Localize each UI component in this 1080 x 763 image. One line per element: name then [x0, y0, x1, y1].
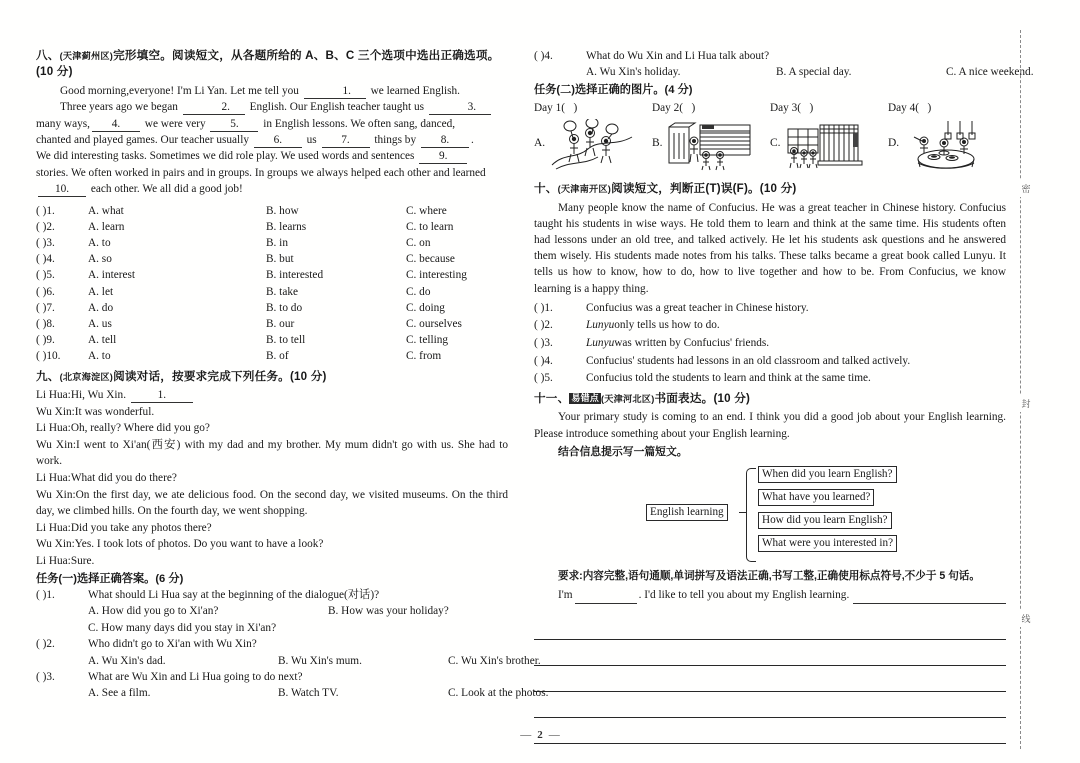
section-9-title: 阅读对话，按要求完成下列任务。(10 分): [113, 369, 327, 383]
day-1-answer[interactable]: Day 1( ): [534, 102, 578, 115]
cloze-blank-1[interactable]: 1.: [304, 85, 366, 99]
passage-text: each other. We all did a good job!: [90, 183, 243, 196]
writing-answer-lines: [534, 614, 1006, 744]
dialogue-speaker: Wu Xin:: [36, 488, 76, 501]
option-c[interactable]: C. A nice weekend.: [946, 66, 1034, 79]
picture-letter-c: C.: [770, 137, 781, 150]
option-b[interactable]: B. to tell: [266, 334, 306, 347]
section-11-heading: [534, 391, 1006, 407]
passage-text: things by: [374, 134, 417, 147]
mindmap-branch-list: [758, 466, 897, 558]
picture-option-a[interactable]: [534, 119, 652, 171]
option-c[interactable]: C. ourselves: [406, 318, 462, 331]
passage-text: in English lessons. We often sang, danced,: [263, 117, 456, 130]
option-a[interactable]: A. learn: [88, 220, 125, 233]
picture-option-b[interactable]: [652, 119, 770, 171]
picture-option-d[interactable]: [888, 119, 1006, 171]
option-a[interactable]: A. what: [88, 204, 124, 217]
option-c[interactable]: C. Wu Xin's brother.: [448, 654, 541, 667]
option-row: [36, 348, 508, 364]
section-8-passage-line-5: [36, 148, 508, 164]
children-shopping-street-icon: [666, 119, 754, 171]
dialogue-text: It was wonderful.: [74, 405, 155, 418]
passage-text: many ways,: [36, 117, 90, 130]
option-a[interactable]: A. interest: [88, 269, 136, 282]
statement-italic-term: Lunyu: [586, 337, 615, 350]
option-row: [36, 284, 508, 300]
section-8-passage-line-1: [36, 83, 508, 99]
dialogue-speaker: Li Hua:: [36, 555, 71, 568]
dialogue-line: [36, 520, 508, 537]
option-row: [36, 235, 508, 251]
statement-row: [534, 335, 1006, 353]
difficulty-badge: 易错点: [571, 392, 599, 403]
writing-line[interactable]: [534, 666, 1006, 692]
option-b[interactable]: B. Wu Xin's mum.: [278, 654, 362, 667]
cloze-blank-8[interactable]: 8.: [421, 134, 469, 148]
option-c[interactable]: C. do: [406, 285, 431, 298]
section-9-heading: [36, 369, 508, 385]
statement-row: [534, 300, 1006, 318]
dialogue-text: Did you take any photos there?: [70, 521, 212, 534]
statement-italic-term: Lunyu: [586, 319, 615, 332]
option-c[interactable]: C. How many days did you stay in Xi'an?: [88, 621, 277, 634]
dialogue-line: [36, 437, 508, 470]
option-a[interactable]: A. do: [88, 301, 114, 314]
cloze-blank-5[interactable]: 5.: [210, 118, 258, 132]
dialogue-speaker: Li Hua:: [36, 422, 71, 435]
cloze-blank-2[interactable]: 2.: [183, 101, 245, 115]
statement-row: [534, 317, 1006, 335]
option-a[interactable]: A. let: [88, 285, 114, 298]
cloze-blank-7[interactable]: 7.: [322, 134, 370, 148]
option-b[interactable]: B. learns: [266, 220, 307, 233]
option-b[interactable]: B. but: [266, 253, 294, 266]
option-b[interactable]: B. interested: [266, 269, 324, 282]
question-row: [36, 669, 508, 685]
right-column: [534, 48, 1034, 744]
option-a[interactable]: A. tell: [88, 334, 117, 347]
page-dash-right: —: [548, 729, 560, 741]
english-learning-mindmap: [646, 466, 1006, 562]
cloze-blank-9[interactable]: 9.: [419, 150, 467, 164]
section-8-heading: [36, 48, 508, 81]
option-b[interactable]: B. A special day.: [776, 66, 852, 79]
answer-bracket[interactable]: ( )10.: [36, 350, 61, 363]
answer-bracket[interactable]: ( )1.: [534, 301, 553, 314]
question-row: [534, 48, 1006, 64]
section-10-passage: Many people know the name of Confucius. He was a great teacher in Chinese history. Confucius taught his students in wise ways. He told them to learn and think at the same time. His students often had lessons under an old tree, and talked actively. He let his students ask questions and he answered them wisely. His students made notes from his talks. These talks became a great book called Lunyu. It tells us how to know, how to do, how to live together and how to be. From Confucius, we know learning is a happy thing.: [534, 201, 1006, 295]
page-number-value: 2: [537, 729, 543, 741]
mindmap-item-how: How did you learn English?: [758, 512, 892, 529]
section-10-statements: [534, 300, 1006, 388]
seal-line: [1020, 30, 1043, 749]
section-11-prompt: Your primary study is coming to an end. I think you did a good job about your English learning. Please introduce something about your English learning.: [534, 411, 1006, 440]
option-b[interactable]: B. How was your holiday?: [328, 605, 449, 618]
section-8-options: [36, 203, 508, 365]
option-c[interactable]: C. from: [406, 350, 442, 363]
day-2-answer[interactable]: Day 2( ): [652, 102, 696, 115]
picture-letter-a: A.: [534, 137, 546, 150]
page-number: [0, 729, 1080, 741]
statement-text: was written by Confucius' friends.: [614, 337, 770, 350]
option-a[interactable]: A. us: [88, 318, 112, 331]
option-c[interactable]: C. because: [406, 253, 455, 266]
statement-row: [534, 370, 1006, 388]
section-8-passage-line-7: [36, 181, 508, 197]
option-c[interactable]: C. where: [406, 204, 447, 217]
seal-char-2: 封: [1015, 395, 1037, 412]
option-b[interactable]: B. Watch TV.: [278, 687, 339, 700]
answer-bracket[interactable]: ( )8.: [36, 318, 55, 331]
option-b[interactable]: B. in: [266, 237, 288, 250]
children-climbing-hills-icon: [548, 119, 636, 171]
dialogue-speaker: Li Hua:: [36, 521, 71, 534]
option-row: [36, 267, 508, 283]
seal-char-1: 密: [1015, 180, 1037, 197]
mindmap-item-what-learned: What have you learned?: [758, 489, 874, 506]
writing-starter-line: [534, 587, 1006, 604]
statement-text: Confucius was a great teacher in Chinese history.: [586, 301, 809, 314]
option-c[interactable]: C. Look at the photos.: [448, 687, 549, 700]
section-8-title: 完形填空。阅读短文，从各题所给的 A、B、C 三个选项中选出正确选项。(10 分): [36, 49, 500, 79]
picture-letter-d: D.: [888, 137, 900, 150]
passage-text: English. Our English teacher taught us: [249, 101, 425, 114]
option-a[interactable]: A. See a film.: [88, 687, 151, 700]
writing-requirement: 要求:内容完整,语句通顺,单词拼写及语法正确,书写工整,正确使用标点符号,不少于 5 句话。: [558, 570, 980, 583]
section-8-passage-line-2: [36, 99, 508, 115]
starter-text-a: I'm: [558, 588, 573, 601]
answer-bracket[interactable]: ( )5.: [534, 372, 553, 385]
answer-bracket[interactable]: ( )3.: [36, 237, 55, 250]
question-text: Who didn't go to Xi'an with Wu Xin?: [88, 638, 257, 651]
passage-text: Three years ago we began: [60, 101, 178, 114]
task-2-heading: 任务(二)选择正确的图片。(4 分): [534, 83, 693, 96]
dialogue-text: On the first day, we ate delicious food. On the second day, we visited museums. On the third day, we climbed hills. On the fourth day, we went shopping.: [36, 488, 508, 518]
dialogue-line: [36, 420, 508, 437]
question-text: What do Wu Xin and Li Hua talk about?: [586, 50, 770, 62]
answer-bracket[interactable]: ( )3.: [36, 671, 55, 684]
answer-bracket[interactable]: ( )5.: [36, 269, 55, 282]
dialogue-text: Hi, Wu Xin.: [70, 389, 127, 402]
option-row: [36, 203, 508, 219]
children-eating-food-icon: [902, 119, 990, 171]
question-row: [36, 587, 508, 603]
section-8-passage-line-4: [36, 132, 508, 148]
task-1-heading: 任务(一)选择正确答案。(6 分): [36, 572, 184, 585]
section-10-number: 十、: [534, 182, 558, 196]
writing-line[interactable]: [534, 692, 1006, 718]
option-b[interactable]: B. of: [266, 350, 289, 363]
option-a[interactable]: A. to: [88, 350, 111, 363]
mindmap-root-node: English learning: [646, 504, 728, 521]
passage-text: We did interesting tasks. Sometimes we did role play. We used words and sentences: [36, 150, 415, 163]
option-a[interactable]: A. How did you go to Xi'an?: [88, 605, 219, 618]
dialogue-text: What did you do there?: [70, 472, 177, 485]
answer-bracket[interactable]: ( )2.: [36, 220, 55, 233]
option-b[interactable]: B. to do: [266, 301, 303, 314]
option-c[interactable]: C. telling: [406, 334, 449, 347]
answer-bracket[interactable]: ( )1.: [36, 204, 55, 217]
question-options-row: [36, 685, 549, 701]
dialogue-line: [36, 387, 508, 404]
question-row: [36, 636, 508, 652]
passage-text: we were very: [144, 117, 206, 130]
passage-text: .: [470, 134, 474, 147]
question-options-row: [36, 620, 508, 636]
mindmap-item-when: When did you learn English?: [758, 466, 897, 483]
cloze-blank-3[interactable]: 3.: [429, 101, 491, 115]
statement-text: Confucius' students had lessons in an old classroom and talked actively.: [586, 354, 911, 367]
dialogue-speaker: Wu Xin:: [36, 538, 75, 551]
passage-text: we learned English.: [370, 84, 460, 97]
dialogue-text: I went to Xi'an(西安) with my dad and my brother. My mum didn't go with us. She had to work.: [36, 438, 508, 468]
option-row: [36, 316, 508, 332]
dialogue-text: Yes. I took lots of photos. Do you want to have a look?: [74, 538, 324, 551]
page-dash-left: —: [520, 729, 532, 741]
section-8-number: 八、: [36, 49, 60, 62]
question-options-row: [534, 64, 1034, 80]
cloze-blank-10[interactable]: 10.: [38, 183, 86, 197]
statement-text: only tells us how to do.: [614, 319, 720, 332]
dialogue-speaker: Li Hua:: [36, 389, 71, 402]
question-options-row: [36, 603, 508, 619]
section-8-passage-line-6: [36, 165, 508, 181]
passage-text: us: [306, 134, 317, 147]
left-column: [36, 48, 549, 702]
option-row: [36, 251, 508, 267]
section-11-number: 十一、: [534, 391, 570, 405]
option-row: [36, 300, 508, 316]
option-b[interactable]: B. take: [266, 285, 298, 298]
question-text: What are Wu Xin and Li Hua going to do next?: [88, 671, 303, 684]
answer-bracket[interactable]: ( )9.: [36, 334, 55, 347]
question-options-row: [36, 653, 541, 669]
option-c[interactable]: C. to learn: [406, 220, 454, 233]
writing-line[interactable]: [853, 590, 1006, 604]
section-8-passage-line-3: [36, 116, 508, 132]
option-c[interactable]: C. doing: [406, 301, 445, 314]
section-11-region: (天津河北区): [601, 393, 655, 404]
option-b[interactable]: B. our: [266, 318, 295, 331]
answer-bracket[interactable]: ( )4.: [36, 253, 55, 266]
dialogue-line: [36, 404, 508, 421]
option-a[interactable]: A. Wu Xin's holiday.: [586, 66, 681, 79]
passage-text: stories. We often worked in pairs and in groups. In groups we always helped each other and learned: [36, 166, 486, 179]
answer-bracket[interactable]: ( )1.: [36, 589, 55, 602]
section-9-region: (北京海淀区): [59, 371, 114, 382]
starter-text-b: . I'd like to tell you about my English learning.: [638, 588, 850, 601]
dialogue-speaker: Li Hua:: [36, 472, 71, 485]
section-8-region: (天津蓟州区): [59, 51, 114, 61]
question-text: What should Li Hua say at the beginning of the dialogue(对话)?: [88, 589, 380, 602]
writing-line[interactable]: [534, 614, 1006, 640]
section-11-title: 书面表达。(10 分): [654, 391, 751, 405]
answer-bracket[interactable]: ( )6.: [36, 285, 55, 298]
option-b[interactable]: B. how: [266, 204, 299, 217]
passage-text: chanted and played games. Our teacher usually: [36, 134, 249, 147]
option-row: [36, 332, 508, 348]
picture-option-c[interactable]: [770, 119, 888, 171]
answer-bracket[interactable]: ( )2.: [534, 319, 553, 332]
option-a[interactable]: A. so: [88, 253, 112, 266]
dialogue-text: Oh, really? Where did you go?: [70, 422, 210, 435]
cloze-blank-4[interactable]: 4.: [92, 118, 140, 132]
section-10-heading: [534, 181, 1006, 197]
answer-bracket[interactable]: ( )2.: [36, 638, 55, 651]
option-a[interactable]: A. to: [88, 237, 111, 250]
day-3-answer[interactable]: Day 3( ): [770, 102, 814, 115]
dialogue-line: [36, 470, 508, 487]
day-answer-row: [534, 100, 1006, 116]
dialogue-line: [36, 487, 508, 520]
passage-text: Good morning,everyone! I'm Li Yan. Let me tell you: [60, 84, 299, 97]
option-c[interactable]: C. interesting: [406, 269, 467, 282]
statement-text: Confucius told the students to learn and think at the same time.: [586, 372, 871, 385]
answer-bracket[interactable]: ( )3.: [534, 337, 553, 350]
seal-char-3: 线: [1015, 610, 1037, 627]
mindmap-item-interested: What were you interested in?: [758, 535, 897, 552]
option-row: [36, 219, 508, 235]
dialogue-speaker: Wu Xin:: [36, 438, 76, 451]
dialogue-speaker: Wu Xin:: [36, 405, 75, 418]
section-9-number: 九、: [36, 369, 60, 383]
answer-bracket[interactable]: ( )7.: [36, 301, 55, 314]
answer-bracket[interactable]: ( )4.: [534, 354, 553, 367]
option-a[interactable]: A. Wu Xin's dad.: [88, 654, 166, 667]
section-10-region: (天津南开区): [557, 184, 612, 195]
picture-options-row: [534, 119, 1006, 173]
name-blank[interactable]: [575, 603, 637, 604]
writing-line[interactable]: [534, 640, 1006, 666]
cloze-blank-6[interactable]: 6.: [254, 134, 302, 148]
dialogue-line: [36, 536, 508, 553]
mindmap-brace: [746, 468, 756, 562]
picture-letter-b: B.: [652, 137, 663, 150]
section-10-title: 阅读短文，判断正(T)误(F)。(10 分): [611, 182, 797, 196]
section-11-prompt-cn: 结合信息提示写一篇短文。: [558, 446, 688, 459]
day-4-answer[interactable]: Day 4( ): [888, 102, 932, 115]
answer-bracket[interactable]: ( )4.: [534, 50, 553, 62]
option-c[interactable]: C. on: [406, 237, 431, 250]
dialogue-blank-1[interactable]: 1.: [131, 389, 193, 403]
dialogue-text: Sure.: [70, 555, 95, 568]
dialogue-line: [36, 553, 508, 570]
children-visiting-museum-icon: [784, 119, 872, 171]
statement-row: [534, 353, 1006, 371]
